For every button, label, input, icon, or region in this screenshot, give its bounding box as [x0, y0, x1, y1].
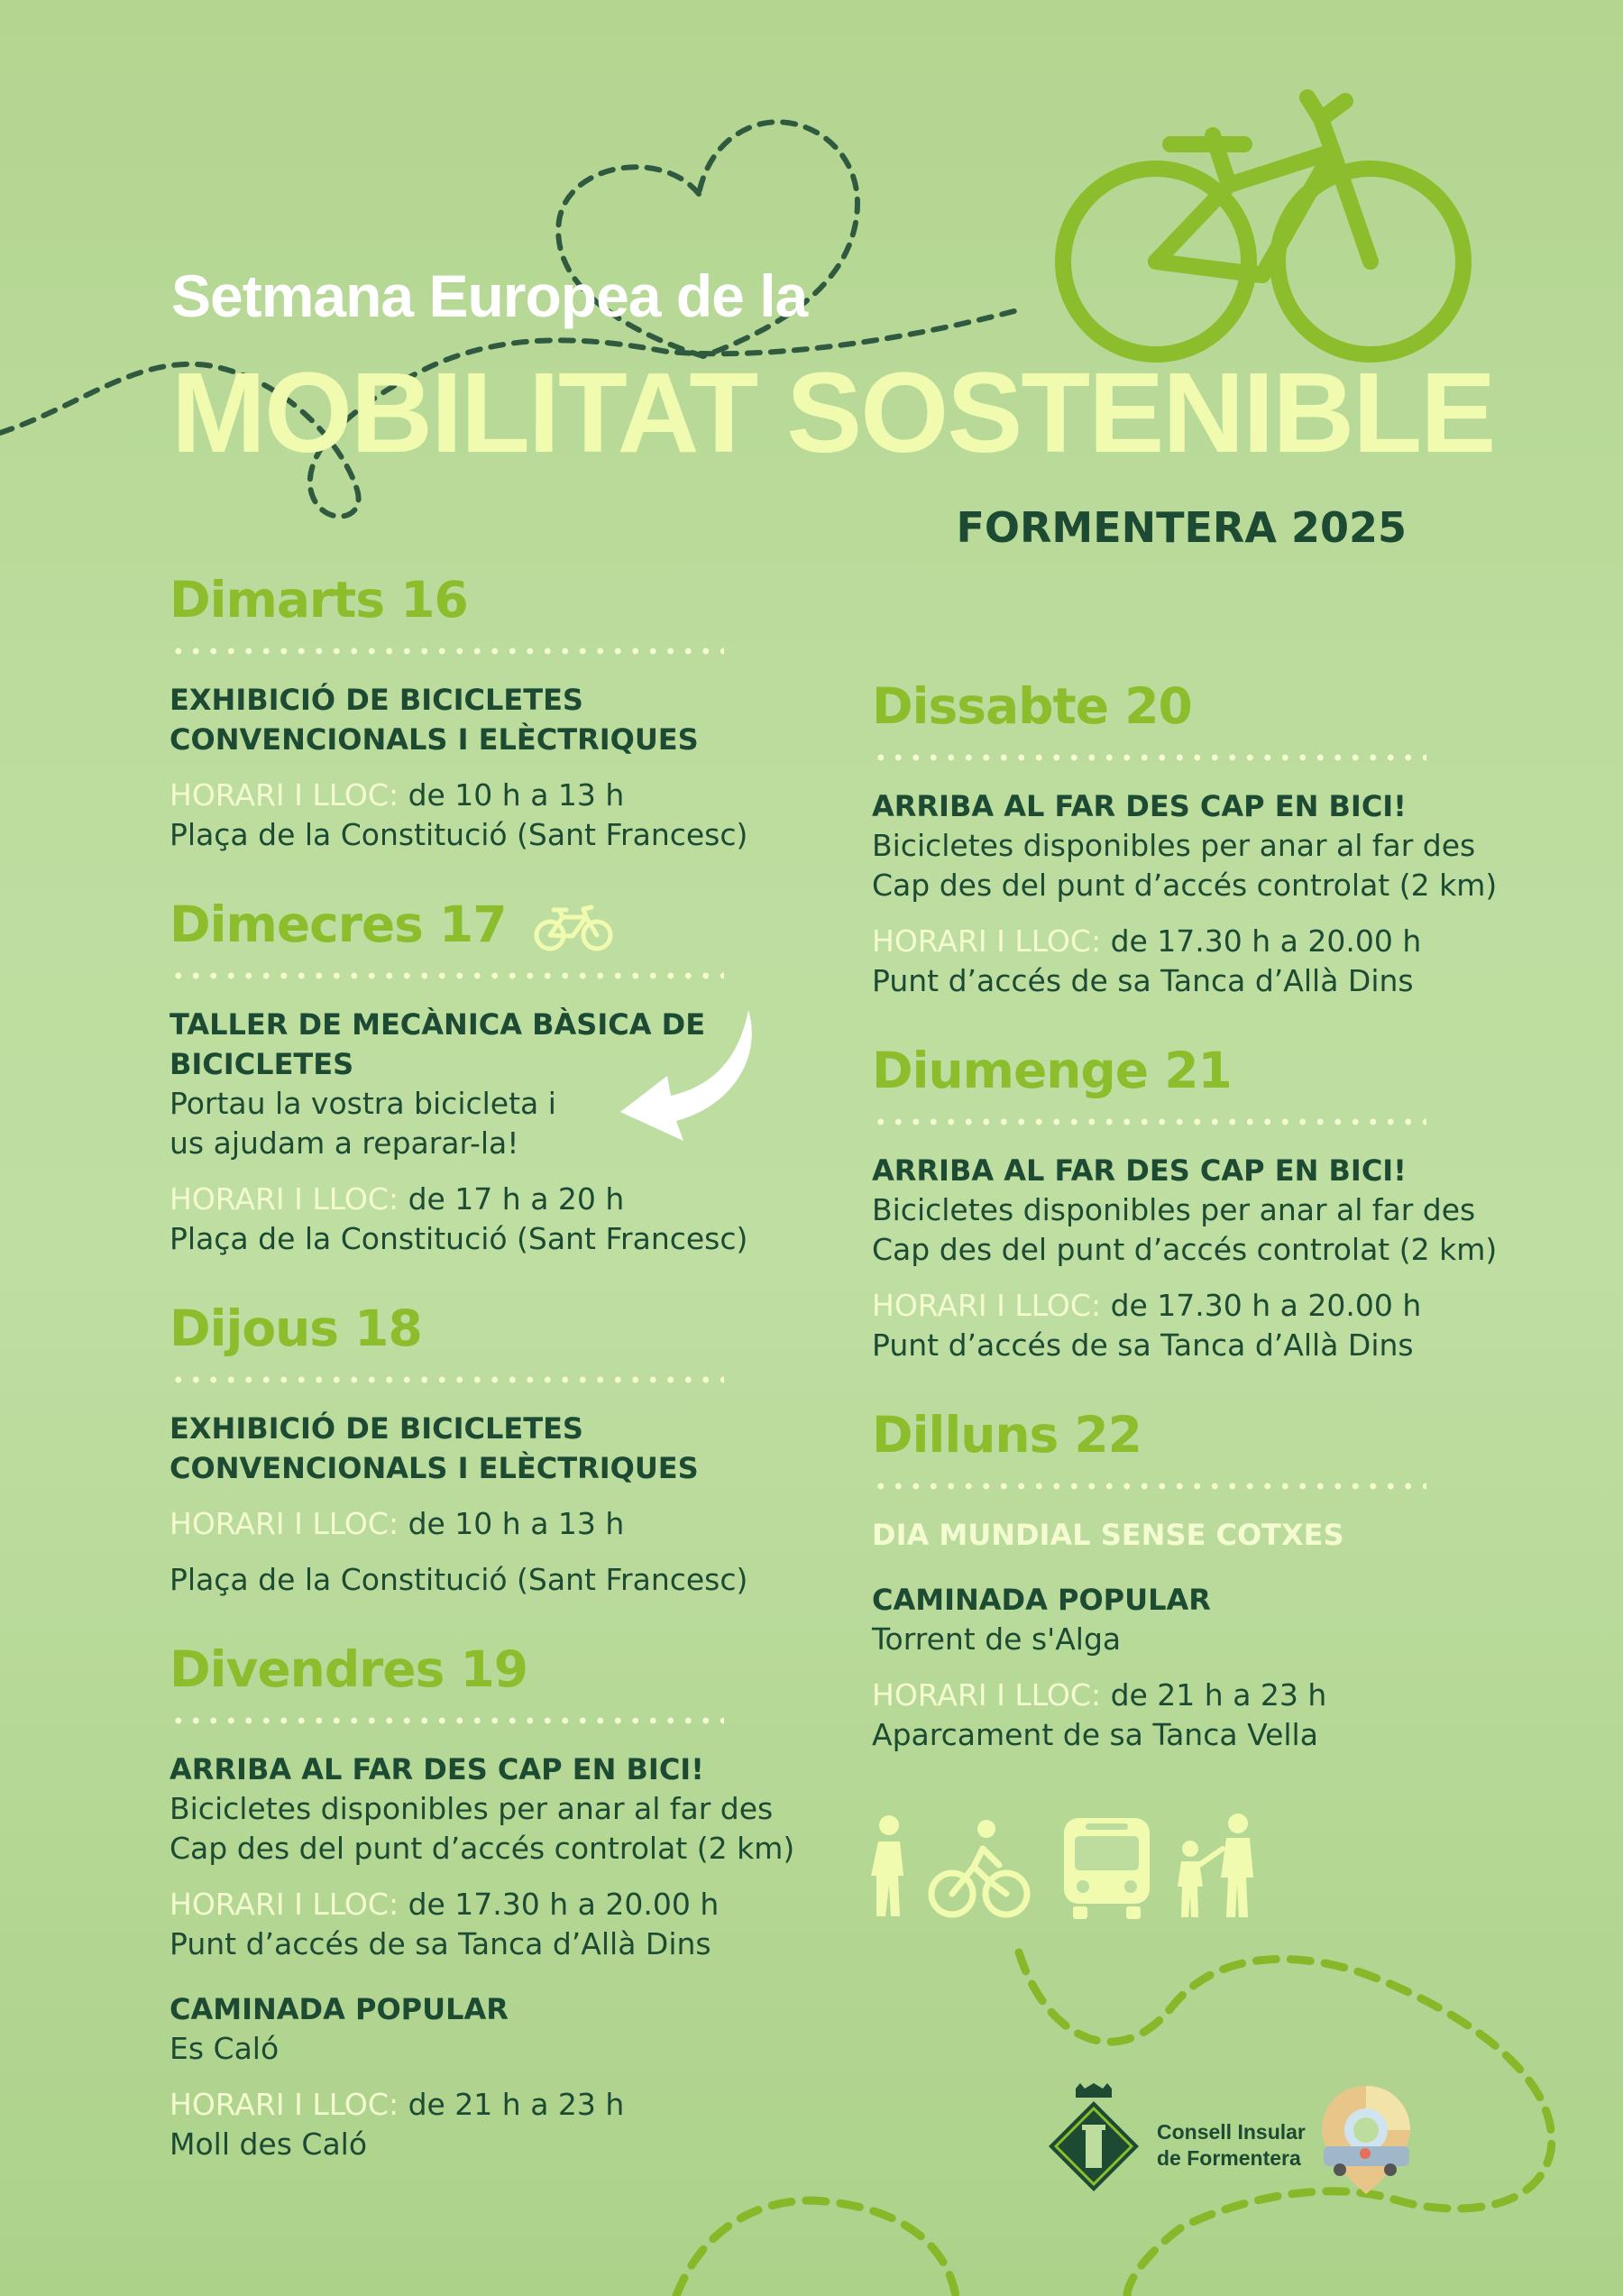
dotted-divider [170, 647, 724, 655]
event-place: Punt d’accés de sa Tanca d’Allà Dins [872, 963, 1414, 998]
event-title: EXHIBICIÓ DE BICICLETES [170, 683, 583, 717]
footer-logos [1044, 2081, 1423, 2217]
hours-label: HORARI I LLOC: [170, 1887, 399, 1922]
dotted-divider [872, 1483, 1426, 1490]
event-description-line2: Cap des del punt d’accés controlat (2 km) [170, 1831, 795, 1866]
event-place: Plaça de la Constitució (Sant Francesc) [170, 817, 748, 852]
place-year: FORMENTERA 2025 [956, 503, 1407, 552]
event-hours [170, 776, 819, 815]
dotted-divider [170, 972, 724, 979]
event-description-line2: us ajudam a reparar-la! [170, 1125, 519, 1161]
hours-label: HORARI I LLOC: [872, 1288, 1102, 1323]
day-block-dissabte [872, 676, 1521, 1001]
day-title: Dijous 18 [170, 1300, 422, 1357]
event-time: de 17 h a 20 h [408, 1181, 625, 1217]
event-title-line2: CONVENCIONALS I ELÈCTRIQUES [170, 1451, 699, 1485]
day-block-divendres [170, 1639, 819, 2164]
hours-label: HORARI I LLOC: [170, 777, 399, 813]
event-title-line2: BICICLETES [170, 1047, 354, 1081]
event-title: TALLER DE MECÀNICA BÀSICA DE [170, 1007, 706, 1042]
left-column [170, 570, 819, 2204]
pedestrian-icon [871, 1815, 903, 1916]
event-hours [170, 1885, 819, 1924]
dotted-divider [170, 1717, 724, 1724]
event-time: de 10 h a 13 h [408, 777, 625, 813]
mobility-icons [864, 1813, 1270, 1921]
event-hours [170, 1180, 819, 1219]
event-title: ARRIBA AL FAR DES CAP EN BICI! [872, 789, 1407, 823]
day-title: Divendres 19 [170, 1640, 528, 1698]
curved-arrow-icon [613, 1006, 766, 1150]
right-column [872, 676, 1521, 1795]
map-pin-logo [1315, 2081, 1418, 2199]
event [872, 786, 1521, 1001]
event-place: Aparcament de sa Tanca Vella [872, 1717, 1318, 1752]
event-description: Bicicletes disponibles per anar al far des [170, 1791, 774, 1826]
event-place: Punt d’accés de sa Tanca d’Allà Dins [872, 1327, 1414, 1363]
day-block-dijous [170, 1299, 819, 1600]
special-day-title: DIA MUNDIAL SENSE COTXES [872, 1518, 1344, 1552]
hours-label: HORARI I LLOC: [872, 1677, 1102, 1713]
event-hours [170, 1504, 819, 1544]
event [170, 1409, 819, 1600]
main-title: MOBILITAT SOSTENIBLE [171, 349, 1495, 476]
event [170, 1750, 819, 1964]
event-time: de 21 h a 23 h [408, 2087, 625, 2122]
day-title-row [170, 895, 819, 954]
event-hours [872, 1676, 1521, 1715]
bicycle-icon [1063, 97, 1463, 354]
day-title: Diumenge 21 [872, 1042, 1232, 1099]
org-name [1157, 2119, 1319, 2172]
hours-label: HORARI I LLOC: [170, 1506, 399, 1541]
cyclist-icon [931, 1820, 1027, 1915]
day-block-dilluns [872, 1405, 1521, 1755]
event-hours [872, 922, 1521, 961]
hours-label: HORARI I LLOC: [170, 2087, 399, 2122]
event-place: Moll des Caló [170, 2126, 368, 2162]
event-title-line2: CONVENCIONALS I ELÈCTRIQUES [170, 722, 699, 757]
small-bicycle-icon [532, 904, 615, 952]
event-hours [170, 2085, 819, 2125]
event-description-line2: Cap des del punt d’accés controlat (2 km) [872, 1232, 1498, 1267]
event-hours [872, 1286, 1521, 1326]
hours-label: HORARI I LLOC: [872, 923, 1102, 959]
event-description: Portau la vostra bicicleta i [170, 1086, 556, 1121]
event-time: de 17.30 h a 20.00 h [408, 1887, 720, 1922]
dotted-divider [872, 754, 1426, 761]
event-description: Torrent de s'Alga [872, 1621, 1122, 1657]
day-block-dimarts [170, 570, 819, 855]
day-title: Dilluns 22 [872, 1406, 1142, 1464]
event-place: Plaça de la Constitució (Sant Francesc) [170, 1562, 748, 1597]
event [170, 680, 819, 855]
hours-label: HORARI I LLOC: [170, 1181, 399, 1217]
event-place: Punt d’accés de sa Tanca d’Allà Dins [170, 1926, 711, 1961]
event-title: CAMINADA POPULAR [872, 1583, 1211, 1617]
org-name-line2: de Formentera [1157, 2146, 1301, 2170]
bus-icon [1064, 1818, 1150, 1919]
event [872, 1151, 1521, 1365]
dotted-divider [170, 1376, 724, 1383]
event-title: EXHIBICIÓ DE BICICLETES [170, 1411, 583, 1446]
org-name-line1: Consell Insular [1157, 2120, 1306, 2144]
event-description: Bicicletes disponibles per anar al far des [872, 828, 1476, 863]
event-time: de 21 h a 23 h [1110, 1677, 1327, 1713]
event-title: ARRIBA AL FAR DES CAP EN BICI! [872, 1153, 1407, 1188]
event-place: Plaça de la Constitució (Sant Francesc) [170, 1221, 748, 1256]
family-icon [1178, 1814, 1253, 1917]
event [872, 1580, 1521, 1755]
event-description: Es Caló [170, 2031, 280, 2066]
day-title: Dissabte 20 [872, 677, 1192, 735]
event-time: de 10 h a 13 h [408, 1506, 625, 1541]
event-title: CAMINADA POPULAR [170, 1992, 509, 2026]
event-description-line2: Cap des del punt d’accés controlat (2 km) [872, 868, 1498, 903]
event-title: ARRIBA AL FAR DES CAP EN BICI! [170, 1752, 704, 1786]
event-time: de 17.30 h a 20.00 h [1110, 1288, 1422, 1323]
day-title: Dimarts 16 [170, 571, 468, 629]
consell-shield-logo [1044, 2081, 1143, 2194]
event-time: de 17.30 h a 20.00 h [1110, 923, 1422, 959]
event-description: Bicicletes disponibles per anar al far des [872, 1192, 1476, 1227]
event [170, 1989, 819, 2164]
day-title: Dimecres 17 [170, 895, 507, 953]
subtitle: Setmana Europea de la [171, 262, 808, 329]
day-block-diumenge [872, 1041, 1521, 1365]
dotted-divider [872, 1118, 1426, 1125]
